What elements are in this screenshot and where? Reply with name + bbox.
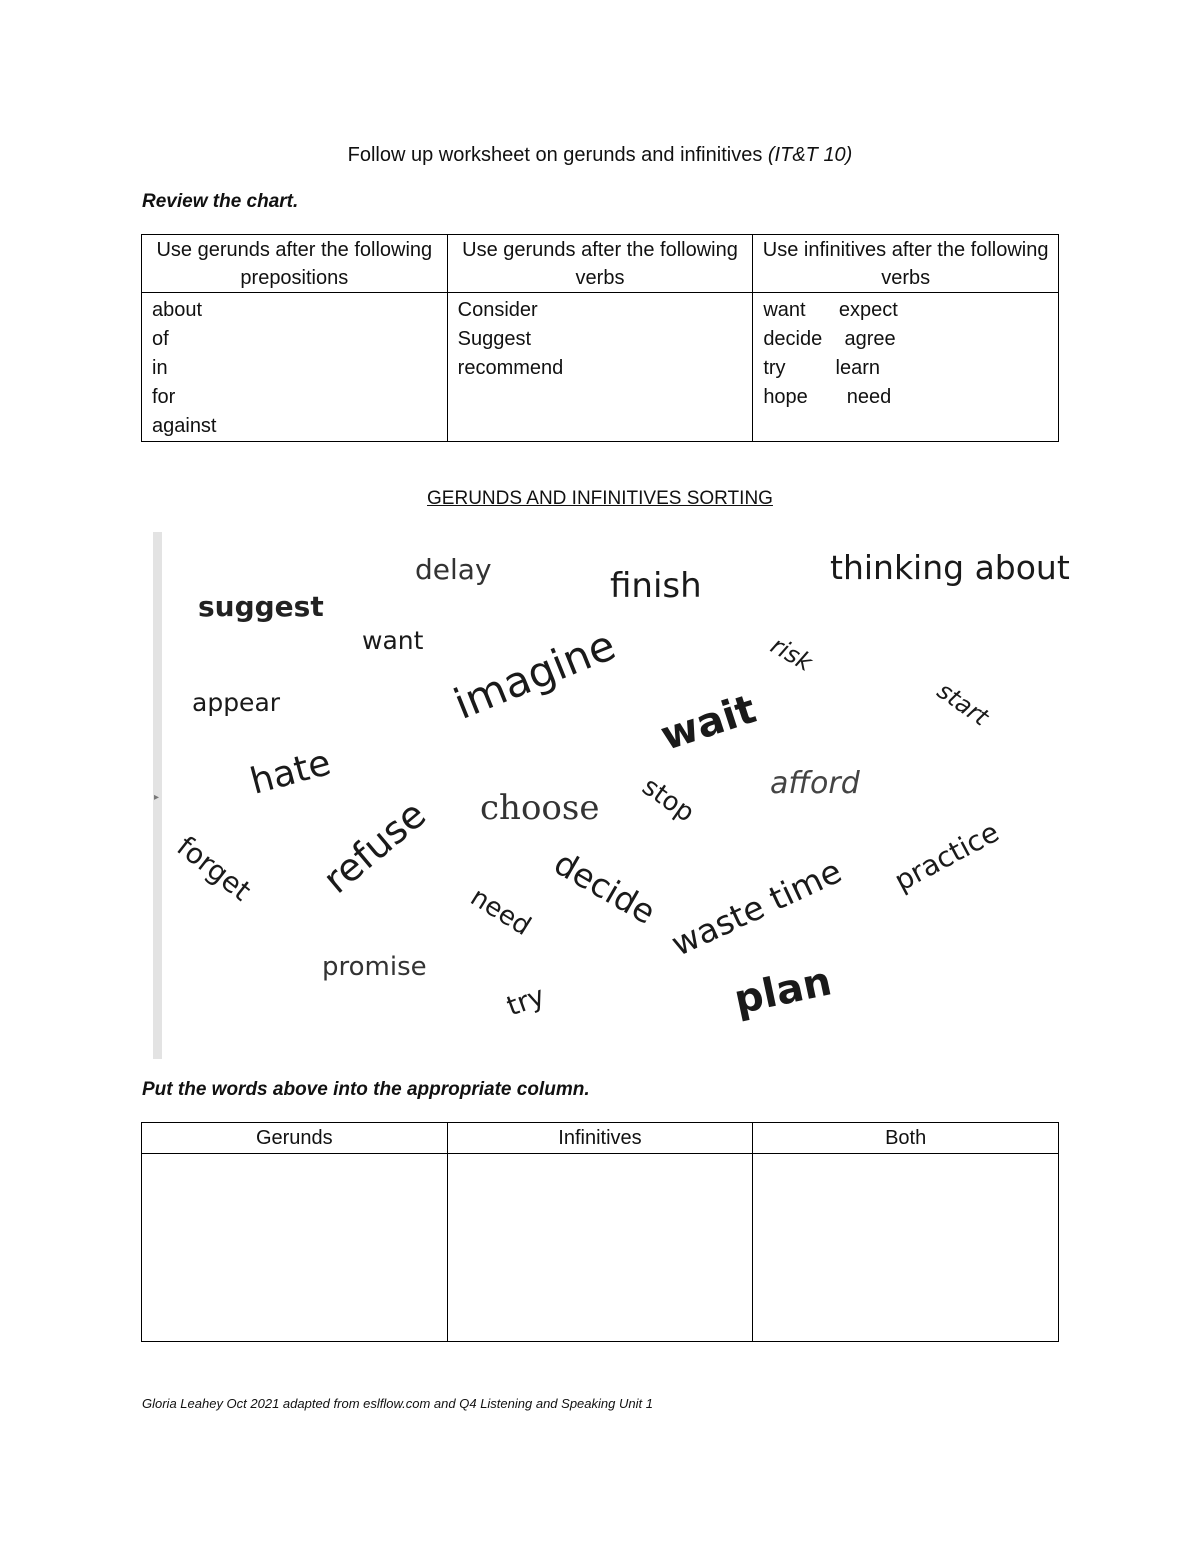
cloud-word-afford: afford xyxy=(770,766,860,801)
cloud-word-delay: delay xyxy=(415,553,492,586)
sort-header-both: Both xyxy=(753,1123,1059,1154)
ref-word-pair: hope need xyxy=(763,386,892,408)
cloud-word-decide: decide xyxy=(547,843,663,932)
cloud-word-appear: appear xyxy=(192,688,281,717)
ref-word: against xyxy=(152,415,217,437)
cloud-word-want: want xyxy=(362,626,424,655)
cloud-word-practice: practice xyxy=(888,815,1005,898)
ref-word: about xyxy=(152,299,203,321)
sort-cell-both[interactable] xyxy=(753,1154,1059,1342)
cloud-word-refuse: refuse xyxy=(314,791,435,903)
ref-header-3: Use infinitives after the following verbs xyxy=(753,235,1059,293)
ref-header-2: Use gerunds after the following verbs xyxy=(447,235,753,293)
sort-header-infinitives: Infinitives xyxy=(447,1123,753,1154)
ref-word: Suggest xyxy=(457,328,532,350)
ref-header-1: Use gerunds after the following prepositions xyxy=(142,235,448,293)
ref-col-infinitive-verbs xyxy=(753,293,1059,442)
cloud-word-risk: risk xyxy=(765,631,818,677)
sort-header-gerunds: Gerunds xyxy=(142,1123,448,1154)
cloud-word-need: need xyxy=(464,882,536,942)
ref-word: Consider xyxy=(457,299,538,321)
ref-word: in xyxy=(152,357,168,379)
cloud-word-suggest: suggest xyxy=(198,590,324,623)
cloud-word-choose: choose xyxy=(480,788,600,828)
ref-word: of xyxy=(152,328,169,350)
sorting-table xyxy=(141,1122,1059,1342)
footer-credit: Gloria Leahey Oct 2021 adapted from eslflow.com and Q4 Listening and Speaking Unit 1 xyxy=(142,1396,653,1411)
ref-word: for xyxy=(152,386,176,408)
review-instruction: Review the chart. xyxy=(142,191,299,212)
cloud-word-waste-time: waste time xyxy=(665,851,848,964)
ref-col-gerund-verbs xyxy=(447,293,753,442)
cloud-marker-icon: ▸ xyxy=(154,792,160,803)
cloud-word-finish: finish xyxy=(610,566,702,606)
ref-word: recommend xyxy=(457,357,564,379)
ref-word-pair: decide agree xyxy=(763,328,896,350)
cloud-word-start: start xyxy=(932,676,994,732)
ref-word-pair: want expect xyxy=(763,299,898,321)
cloud-word-hate: hate xyxy=(246,742,336,803)
cloud-word-imagine: imagine xyxy=(446,620,623,729)
title-suffix: (IT&T 10) xyxy=(767,144,853,166)
sorting-heading: GERUNDS AND INFINITIVES SORTING xyxy=(427,488,773,509)
cloud-word-promise: promise xyxy=(322,952,427,982)
sort-cell-infinitives[interactable] xyxy=(447,1154,753,1342)
cloud-word-try: try xyxy=(502,980,549,1023)
cloud-word-plan: plan xyxy=(730,958,836,1024)
ref-word-pair: try learn xyxy=(763,357,881,379)
sort-instruction: Put the words above into the appropriate column. xyxy=(142,1079,590,1100)
cloud-word-stop: stop xyxy=(636,771,700,829)
word-cloud xyxy=(150,530,1070,1060)
cloud-word-forget: forget xyxy=(170,829,258,908)
sort-cell-gerunds[interactable] xyxy=(142,1154,448,1342)
cloud-word-wait: wait xyxy=(655,686,762,760)
reference-table xyxy=(141,234,1059,442)
cloud-word-thinking-about: thinking about xyxy=(830,548,1070,587)
title-text: Follow up worksheet on gerunds and infinitives xyxy=(347,144,763,166)
page-title xyxy=(0,144,1200,167)
ref-col-prepositions xyxy=(142,293,448,442)
